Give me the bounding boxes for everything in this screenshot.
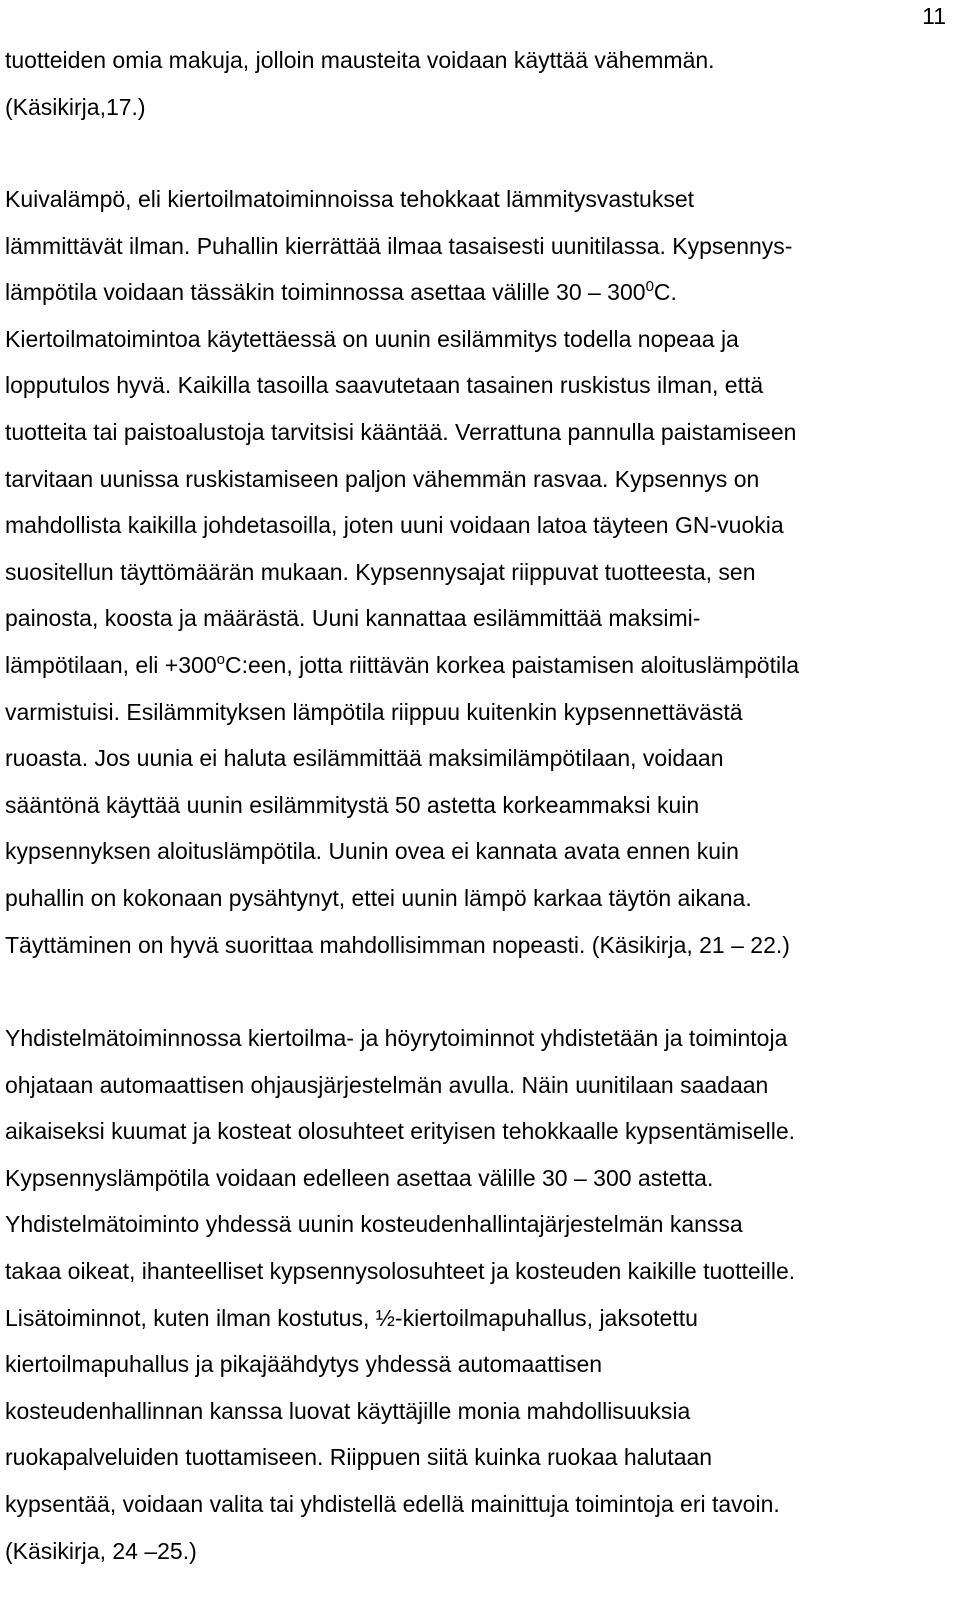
text-line: ruoasta. Jos uunia ei haluta esilämmittää maksimilämpötilaan, voidaan xyxy=(5,745,724,772)
text-line: Kiertoilmatoimintoa käytettäessä on uunin esilämmitys todella nopeaa ja xyxy=(5,325,739,352)
page-number: 11 xyxy=(922,3,946,29)
text-line: sääntönä käyttää uunin esilämmitystä 50 astetta korkeammaksi kuin xyxy=(5,791,700,818)
text-line: tuotteita tai paistoalustoja tarvitsisi kääntää. Verrattuna pannulla paistamiseen xyxy=(5,418,797,445)
text-line: varmistuisi. Esilämmityksen lämpötila riippuu kuitenkin kypsennettävästä xyxy=(5,698,743,725)
text-segment: lämpötilaan, eli +300 xyxy=(5,651,217,678)
text-line: kypsennyksen aloituslämpötila. Uunin ovea ei kannata avata ennen kuin xyxy=(5,838,739,865)
text-line: Yhdistelmätoiminto yhdessä uunin kosteudenhallintajärjestelmän kanssa xyxy=(5,1211,743,1238)
text-segment: C. xyxy=(653,279,677,306)
paragraph-combination-mode xyxy=(5,1015,945,1574)
text-line: ohjataan automaattisen ohjausjärjestelmän avulla. Näin uunitilaan saadaan xyxy=(5,1071,769,1098)
text-line: Yhdistelmätoiminnossa kiertoilma- ja höyrytoiminnot yhdistetään ja toimintoja xyxy=(5,1025,788,1051)
text-line: painosta, koosta ja määrästä. Uuni kannattaa esilämmittää maksimi- xyxy=(5,605,701,632)
text-line-with-superscript xyxy=(5,269,945,316)
text-line: kosteudenhallinnan kanssa luovat käyttäjille monia mahdollisuuksia xyxy=(5,1397,691,1424)
text-line: lopputulos hyvä. Kaikilla tasoilla saavutetaan tasainen ruskistus ilman, että xyxy=(5,372,764,399)
paragraph-dry-heat xyxy=(5,176,945,968)
text-line: tarvitaan uunissa ruskistamiseen paljon vähemmän rasvaa. Kypsennys on xyxy=(5,465,760,492)
text-line: mahdollista kaikilla johdetasoilla, joten uuni voidaan latoa täyteen GN-vuokia xyxy=(5,512,784,539)
text-line: suositellun täyttömäärän mukaan. Kypsennysajat riippuvat tuotteesta, sen xyxy=(5,558,756,585)
text-line: Kypsennyslämpötila voidaan edelleen asettaa välille 30 – 300 astetta. xyxy=(5,1164,714,1191)
text-line: kypsentää, voidaan valita tai yhdistellä edellä mainittuja toimintoja eri tavoin. xyxy=(5,1490,780,1517)
text-line-with-superscript xyxy=(5,642,945,689)
text-line: ruokapalveluiden tuottamiseen. Riippuen siitä kuinka ruokaa halutaan xyxy=(5,1444,713,1471)
degree-superscript: 0 xyxy=(645,278,654,296)
text-line: (Käsikirja, 24 –25.) xyxy=(5,1537,197,1564)
paragraph-intro-end xyxy=(5,37,945,130)
text-segment: lämpötila voidaan tässäkin toiminnossa asettaa välille 30 – 300 xyxy=(5,279,646,306)
text-segment: C:een, jotta riittävän korkea paistamisen aloituslämpötila xyxy=(224,651,799,678)
text-line: lämmittävät ilman. Puhallin kierrättää ilmaa tasaisesti uunitilassa. Kypsennys- xyxy=(5,232,793,259)
text-line: kiertoilmapuhallus ja pikajäähdytys yhdessä automaattisen xyxy=(5,1351,603,1378)
text-line: aikaiseksi kuumat ja kosteat olosuhteet erityisen tehokkaalle kypsentämiselle. xyxy=(5,1118,796,1145)
text-line: takaa oikeat, ihanteelliset kypsennysolosuhteet ja kosteuden kaikille tuotteille. xyxy=(5,1257,796,1284)
text-line: Lisätoiminnot, kuten ilman kostutus, ½-kiertoilmapuhallus, jaksotettu xyxy=(5,1304,698,1331)
text-line: puhallin on kokonaan pysähtynyt, ettei uunin lämpö karkaa täytön aikana. xyxy=(5,884,752,911)
text-line: Täyttäminen on hyvä suorittaa mahdollisimman nopeasti. (Käsikirja, 21 – 22.) xyxy=(5,931,790,958)
text-line: Kuivalämpö, eli kiertoilmatoiminnoissa tehokkaat lämmitysvastukset xyxy=(5,186,695,212)
text-line: tuotteiden omia makuja, jolloin mausteita voidaan käyttää vähemmän. xyxy=(5,47,715,73)
degree-superscript: o xyxy=(216,650,225,668)
text-line: (Käsikirja,17.) xyxy=(5,93,146,120)
